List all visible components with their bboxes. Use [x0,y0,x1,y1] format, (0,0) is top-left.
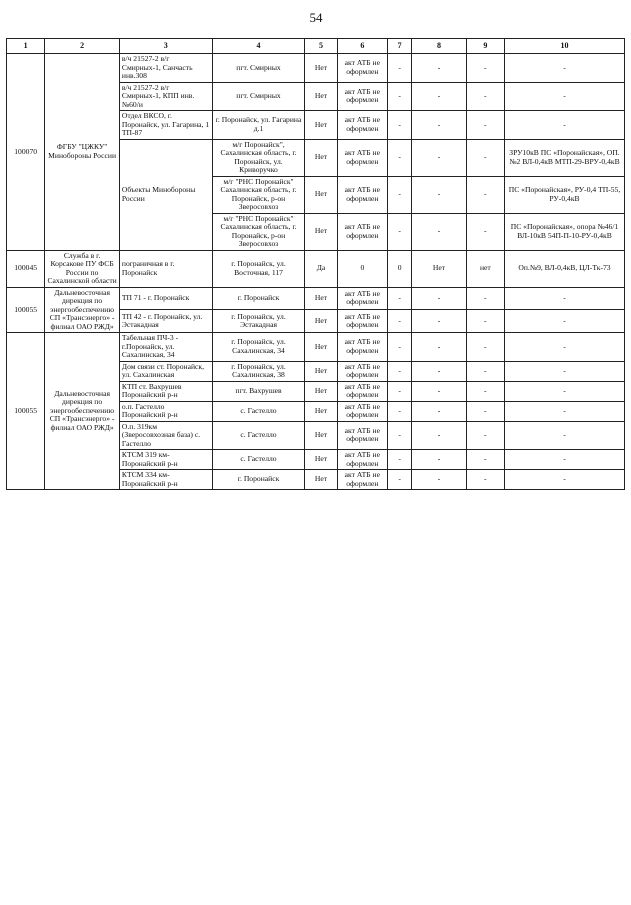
address-cell: г. Поронайск [212,287,305,310]
col7-cell: - [388,176,412,213]
col10-cell: - [504,361,624,381]
col10-cell: - [504,310,624,333]
col10-cell: - [504,287,624,310]
address-cell: м/г "РНС Поронайск" Сахалинская область, г. Поронайск, р-он Зверосовхоз [212,213,305,250]
col5-cell: Нет [305,213,337,250]
col7-cell: 0 [388,250,412,287]
group-code-cell: 100070 [7,54,45,251]
col-header-6: 6 [337,39,387,54]
col9-cell: - [466,54,504,83]
address-cell: пгт. Вахрушев [212,381,305,401]
col7-cell: - [388,381,412,401]
col9-cell: - [466,176,504,213]
address-cell: г. Поронайск [212,470,305,490]
col9-cell: - [466,381,504,401]
col7-cell: - [388,401,412,421]
col7-cell: - [388,333,412,362]
col6-cell: акт АТБ не оформлен [337,401,387,421]
col7-cell: - [388,139,412,176]
col9-cell: - [466,401,504,421]
col5-cell: Нет [305,401,337,421]
col7-cell: - [388,54,412,83]
col7-cell: - [388,450,412,470]
col8-cell: - [412,401,466,421]
col5-cell: Нет [305,176,337,213]
col6-cell: акт АТБ не оформлен [337,470,387,490]
col8-cell: - [412,421,466,450]
col8-cell: - [412,287,466,310]
object-name-cell: Табельная ПЧ-3 - г.Поронайск, ул. Сахалинская, 34 [119,333,212,362]
col8-cell: - [412,82,466,111]
col9-cell: - [466,213,504,250]
col9-cell: - [466,450,504,470]
col8-cell: - [412,470,466,490]
col-header-8: 8 [412,39,466,54]
object-name-cell: в/ч 21527-2 в/г Смирных-1, КПП инв. №60/и [119,82,212,111]
object-name-cell: пограничная в г. Поронайск [119,250,212,287]
col8-cell: - [412,213,466,250]
col5-cell: Нет [305,421,337,450]
col10-cell: ЗРУ10кВ ПС «Поронайская», ОП. №2 ВЛ-0,4кВ МТП-29-ВРУ-0,4кВ [504,139,624,176]
object-name-cell: в/ч 21527-2 в/г Смирных-1, Санчасть инв.308 [119,54,212,83]
col6-cell: акт АТБ не оформлен [337,333,387,362]
col9-cell: - [466,82,504,111]
col-header-9: 9 [466,39,504,54]
col6-cell: акт АТБ не оформлен [337,213,387,250]
table-body [7,54,625,490]
col5-cell: Нет [305,470,337,490]
header-row [7,39,625,54]
col5-cell: Нет [305,381,337,401]
table-row [7,54,625,83]
address-cell: г. Поронайск, ул. Эстакадная [212,310,305,333]
col5-cell: Нет [305,450,337,470]
col-header-3: 3 [119,39,212,54]
col6-cell: акт АТБ не оформлен [337,361,387,381]
col10-cell: ПС «Поронайская», опора №46/1 ВЛ-10кВ 54П-П-10-РУ-0,4кВ [504,213,624,250]
document-table-area [6,38,625,898]
col9-cell: - [466,333,504,362]
col7-cell: - [388,287,412,310]
group-code-cell: 100045 [7,250,45,287]
col6-cell: акт АТБ не оформлен [337,176,387,213]
col7-cell: - [388,470,412,490]
col9-cell: - [466,470,504,490]
object-name-cell: о.п. Гастелло Поронайский р-н [119,401,212,421]
address-cell: м/г Поронайск", Сахалинская область, г. Поронайск, ул. Криворучко [212,139,305,176]
col10-cell: - [504,111,624,140]
address-cell: г. Поронайск, ул. Сахалинская, 38 [212,361,305,381]
col10-cell: Оп.№9, ВЛ-0,4кВ, ЦЛ-Тк-73 [504,250,624,287]
col5-cell: Нет [305,333,337,362]
col6-cell: акт АТБ не оформлен [337,421,387,450]
organization-cell: Дальневосточная дирекция по энергообеспечению СП «Трансэнерго» - филиал ОАО РЖД» [45,287,120,333]
col7-cell: - [388,111,412,140]
object-name-cell: КТП ст. Вахрушев Поронайский р-н [119,381,212,401]
col10-cell: - [504,381,624,401]
col9-cell: нет [466,250,504,287]
col5-cell: Нет [305,54,337,83]
group-code-cell: 100055 [7,333,45,490]
col5-cell: Нет [305,82,337,111]
col6-cell: акт АТБ не оформлен [337,381,387,401]
col9-cell: - [466,287,504,310]
address-cell: с. Гастелло [212,401,305,421]
document-table [6,38,625,490]
organization-cell: Служба в г. Корсакове ПУ ФСБ России по Сахалинской области [45,250,120,287]
col8-cell: - [412,54,466,83]
object-name-cell: Объекты Минобороны России [119,139,212,250]
col-header-5: 5 [305,39,337,54]
address-cell: г. Поронайск, ул. Восточная, 117 [212,250,305,287]
object-name-cell: Дом связи ст. Поронайск, ул. Сахалинская [119,361,212,381]
object-name-cell: О.п. 319км (Зверосовхозная база) с. Гастелло [119,421,212,450]
col8-cell: - [412,139,466,176]
group-code-cell: 100055 [7,287,45,333]
address-cell: г. Поронайск, ул. Гагарина д.1 [212,111,305,140]
table-row [7,287,625,310]
col8-cell: - [412,310,466,333]
col-header-1: 1 [7,39,45,54]
address-cell: пгт. Смирных [212,82,305,111]
col6-cell: акт АТБ не оформлен [337,54,387,83]
address-cell: пгт. Смирных [212,54,305,83]
col6-cell: акт АТБ не оформлен [337,111,387,140]
object-name-cell: ТП 71 - г. Поронайск [119,287,212,310]
col8-cell: - [412,361,466,381]
col10-cell: - [504,450,624,470]
col8-cell: - [412,450,466,470]
col6-cell: акт АТБ не оформлен [337,310,387,333]
col7-cell: - [388,361,412,381]
col6-cell: акт АТБ не оформлен [337,450,387,470]
address-cell: г. Поронайск, ул. Сахалинская, 34 [212,333,305,362]
col7-cell: - [388,213,412,250]
col10-cell: - [504,54,624,83]
object-name-cell: ТП 42 - г. Поронайск, ул. Эстакадная [119,310,212,333]
col8-cell: - [412,381,466,401]
col-header-4: 4 [212,39,305,54]
col6-cell: акт АТБ не оформлен [337,139,387,176]
address-cell: с. Гастелло [212,421,305,450]
col9-cell: - [466,310,504,333]
col-header-10: 10 [504,39,624,54]
object-name-cell: КТСМ 319 км-Поронайский р-н [119,450,212,470]
col5-cell: Нет [305,287,337,310]
col6-cell: 0 [337,250,387,287]
organization-cell: ФГБУ "ЦЖКУ" Минобороны России [45,54,120,251]
object-name-cell: Отдел ВКСО, г. Поронайск, ул. Гагарина, 1 ТП-87 [119,111,212,140]
col-header-7: 7 [388,39,412,54]
col10-cell: - [504,401,624,421]
address-cell: м/г "РНС Поронайск" Сахалинская область, г. Поронайск, р-он Зверосовхоз [212,176,305,213]
col6-cell: акт АТБ не оформлен [337,287,387,310]
col10-cell: - [504,333,624,362]
col9-cell: - [466,111,504,140]
col-header-2: 2 [45,39,120,54]
col5-cell: Нет [305,139,337,176]
col8-cell: Нет [412,250,466,287]
col7-cell: - [388,82,412,111]
col9-cell: - [466,361,504,381]
col6-cell: акт АТБ не оформлен [337,82,387,111]
col10-cell: ПС «Поронайская», РУ-0,4 ТП-55, РУ-0,4кВ [504,176,624,213]
table-row [7,333,625,362]
col10-cell: - [504,421,624,450]
col5-cell: Нет [305,361,337,381]
address-cell: с. Гастелло [212,450,305,470]
col9-cell: - [466,139,504,176]
organization-cell: Дальневосточная дирекция по энергообеспечению СП «Трансэнерго» - филиал ОАО РЖД» [45,333,120,490]
col5-cell: Нет [305,111,337,140]
col9-cell: - [466,421,504,450]
col5-cell: Нет [305,310,337,333]
col7-cell: - [388,310,412,333]
col7-cell: - [388,421,412,450]
col10-cell: - [504,82,624,111]
object-name-cell: КТСМ 334 км-Поронайский р-н [119,470,212,490]
col10-cell: - [504,470,624,490]
col8-cell: - [412,176,466,213]
page-number: 54 [309,10,323,25]
table-row [7,250,625,287]
col8-cell: - [412,111,466,140]
col5-cell: Да [305,250,337,287]
col8-cell: - [412,333,466,362]
